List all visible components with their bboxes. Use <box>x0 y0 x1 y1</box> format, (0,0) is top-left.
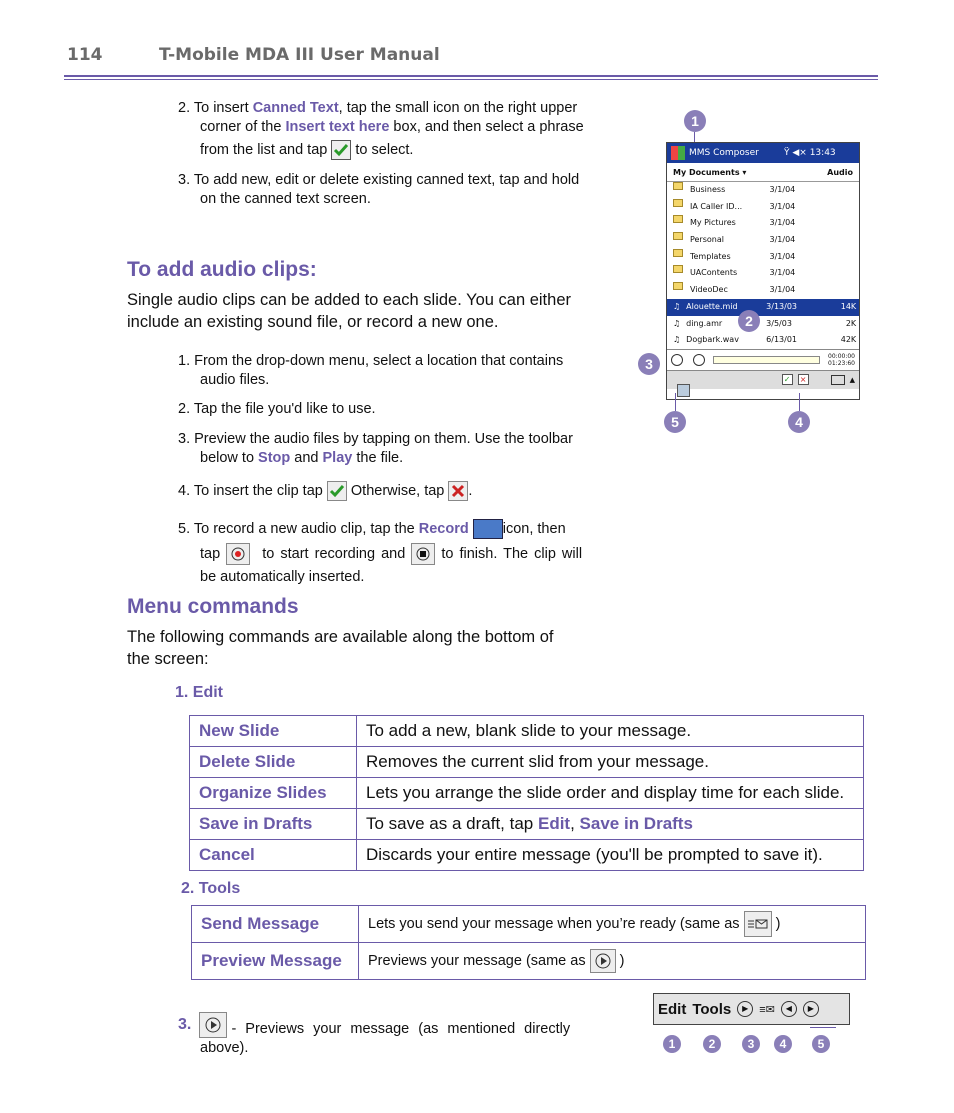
list-item[interactable] <box>667 199 859 216</box>
file-size <box>819 282 859 299</box>
callout-line <box>799 393 800 411</box>
edit-commands-table <box>189 715 864 871</box>
play-icon <box>199 1012 227 1038</box>
file-name: VideoDec <box>689 285 728 295</box>
audio-step-2: 2. Tap the file you'd like to use. <box>178 401 376 417</box>
record-small-icon <box>677 384 690 397</box>
toolbar-image <box>653 993 850 1025</box>
tools-menu[interactable]: Tools <box>692 1000 732 1018</box>
callout-1: 1 <box>684 110 706 132</box>
table-row: Delete Slide Removes the current slid from your message. <box>190 747 864 778</box>
file-name: My Pictures <box>689 218 736 228</box>
file-size: 14K <box>840 301 857 311</box>
item-3-preview: 3. - Previews your message (as mentioned directly above). <box>178 1010 603 1058</box>
file-name: Dogbark.wav <box>686 335 739 345</box>
file-size <box>819 232 859 249</box>
page-number: 114 <box>67 45 103 65</box>
play-button[interactable] <box>671 354 683 366</box>
file-date: 6/13/01 <box>766 335 798 345</box>
record-icon <box>473 519 503 539</box>
music-note-icon: ♫ <box>673 301 681 311</box>
file-name: Alouette.mid <box>686 301 738 311</box>
toolbar-callout-4: 4 <box>774 1035 792 1053</box>
file-size <box>819 265 859 282</box>
title-bar: MMS Composer Ÿ ◀× 13:43 <box>667 143 859 163</box>
toolbar-callout-2: 2 <box>703 1035 721 1053</box>
signal-icon: Ÿ ◀× <box>784 148 807 158</box>
callout-2: 2 <box>738 310 760 332</box>
audio-step-1: 1. From the drop-down menu, select a location that contains audio files. <box>178 353 564 388</box>
file-date: 3/1/04 <box>769 285 796 295</box>
file-size <box>819 215 859 232</box>
edit-menu[interactable]: Edit <box>658 1000 687 1018</box>
audio-description: Single audio clips can be added to each slide. You can either include an existing sound file, or record a new one. <box>127 291 571 331</box>
callout-5: 5 <box>664 411 686 433</box>
list-item[interactable] <box>667 265 859 282</box>
list-item[interactable] <box>667 249 859 266</box>
folder-icon <box>673 265 683 273</box>
table-row: New Slide To add a new, blank slide to your message. <box>190 716 864 747</box>
table-row: Cancel Discards your entire message (you'll be prompted to save it). <box>190 840 864 871</box>
edit-label: 1. Edit <box>175 684 224 701</box>
file-name: IA Caller ID... <box>689 201 743 211</box>
keyboard-icon[interactable] <box>831 375 845 385</box>
mms-composer-screenshot <box>666 142 860 400</box>
stop-button[interactable] <box>693 354 705 366</box>
file-date: 3/1/04 <box>769 218 796 228</box>
table-row: Save in Drafts To save as a draft, tap Edit, Save in Drafts <box>190 809 864 840</box>
audio-step-3: 3. Preview the audio files by tapping on them. Use the toolbar below to Stop and Play the file. <box>178 431 573 466</box>
file-date: 3/1/04 <box>769 235 796 245</box>
toolbar-callout-5: 5 <box>812 1035 830 1053</box>
ok-check-icon <box>331 140 351 160</box>
file-date: 3/1/04 <box>769 185 796 194</box>
music-note-icon: ♫ <box>673 335 681 345</box>
location-dropdown[interactable]: My Documents ▾ <box>673 167 747 177</box>
ok-check-icon[interactable]: ✓ <box>782 374 793 385</box>
tools-label: 2. Tools <box>181 880 241 897</box>
audio-heading: To add audio clips: <box>127 258 317 281</box>
previous-slide-icon[interactable]: ◀ <box>781 1001 797 1017</box>
audio-step-5: 5. To record a new audio clip, tap the Record icon, then tap to start recording and to finish. The clip will be automatically inserted. <box>178 520 583 585</box>
file-name: Personal <box>689 235 724 245</box>
callout-4: 4 <box>788 411 810 433</box>
step-2-canned-text: 2. To insert Canned Text, tap the small icon on the right upper corner of the Insert text here box, and then select a phrase from the list and tap to select. <box>178 99 603 160</box>
tools-commands-table <box>191 905 866 980</box>
play-icon[interactable]: ▶ <box>737 1001 753 1017</box>
music-note-icon: ♫ <box>673 318 681 328</box>
file-size <box>819 199 859 216</box>
file-name: UAContents <box>689 268 738 278</box>
folder-icon <box>673 282 683 290</box>
file-name: Templates <box>689 251 731 261</box>
file-date: 3/1/04 <box>769 251 796 261</box>
start-flag-icon <box>671 146 685 160</box>
list-item[interactable] <box>667 282 859 299</box>
folder-icon <box>673 215 683 223</box>
send-mail-icon <box>744 911 772 937</box>
send-mail-icon[interactable]: ≡✉ <box>759 1003 775 1016</box>
callout-line <box>675 393 676 411</box>
category-label: Audio <box>827 167 853 177</box>
file-size: 2K <box>845 318 857 328</box>
toolbar-callout-1: 1 <box>663 1035 681 1053</box>
menu-description: The following commands are available along the bottom of the screen: <box>127 628 554 668</box>
folder-icon <box>673 249 683 257</box>
menu-heading: Menu commands <box>127 595 299 618</box>
file-name: Business <box>689 185 726 194</box>
table-row: Preview Message Previews your message (same as ) <box>192 943 866 980</box>
header-rule-thin <box>64 79 878 80</box>
folder-icon <box>673 199 683 207</box>
play-icon <box>590 949 616 973</box>
cancel-x-icon[interactable]: × <box>798 374 809 385</box>
file-name: ding.amr <box>686 318 723 328</box>
list-item[interactable] <box>667 182 859 199</box>
table-row: Organize Slides Lets you arrange the slide order and display time for each slide. <box>190 778 864 809</box>
callout-3: 3 <box>638 353 660 375</box>
list-item[interactable] <box>667 299 859 316</box>
file-date: 3/13/03 <box>766 301 798 311</box>
ok-check-icon <box>327 481 347 501</box>
manual-title: T-Mobile MDA III User Manual <box>159 45 440 65</box>
table-row: Send Message Lets you send your message when you’re ready (same as ) <box>192 906 866 943</box>
toolbar-callout-3: 3 <box>742 1035 760 1053</box>
callout-line <box>810 1027 836 1028</box>
list-item[interactable] <box>667 215 859 232</box>
file-date: 3/5/03 <box>766 318 792 328</box>
list-item[interactable] <box>667 232 859 249</box>
cancel-x-icon <box>448 481 468 501</box>
file-size <box>819 249 859 266</box>
file-size: 42K <box>840 335 857 345</box>
next-slide-icon[interactable]: ▶ <box>803 1001 819 1017</box>
step-3-canned-edit: 3. To add new, edit or delete existing canned text, tap and hold on the canned text screen. <box>178 172 580 207</box>
progress-track[interactable] <box>713 356 820 364</box>
playback-bar: 00:00:00 01:23:60 <box>667 349 859 370</box>
list-item[interactable] <box>667 332 859 349</box>
command-bar <box>667 370 859 389</box>
file-date: 3/1/04 <box>769 201 796 211</box>
start-record-icon <box>226 543 250 565</box>
folder-icon <box>673 232 683 240</box>
audio-step-4: 4. To insert the clip tap Otherwise, tap . <box>178 481 472 501</box>
stop-record-icon <box>411 543 435 565</box>
folder-icon <box>673 182 683 190</box>
file-size <box>819 182 859 199</box>
header-rule <box>64 75 878 77</box>
list-item[interactable] <box>667 316 859 333</box>
file-list <box>667 182 859 349</box>
up-arrow-icon[interactable]: ▲ <box>849 375 855 384</box>
file-date: 3/1/04 <box>769 268 796 278</box>
